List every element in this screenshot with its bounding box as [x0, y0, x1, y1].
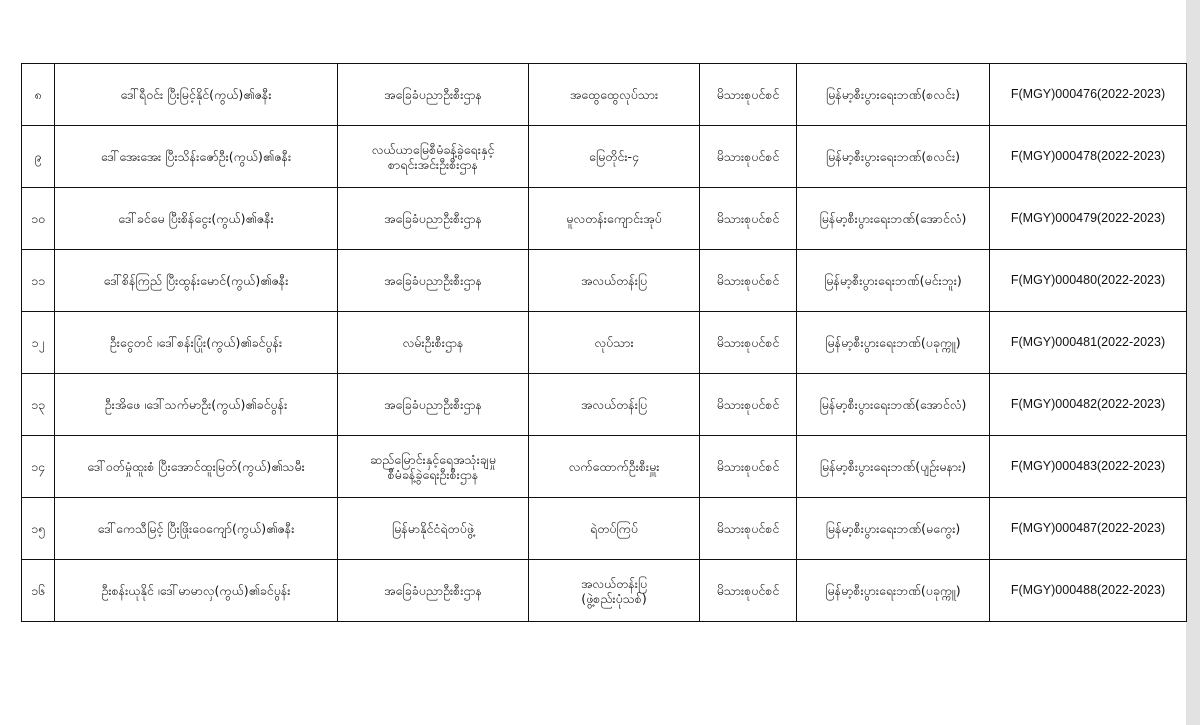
table-row: [22, 188, 1187, 250]
name-cell: ဒေါ်ရီဝင်း ပြီးမြင့်နိုင်(ကွယ်)၏ဇနီး: [55, 64, 338, 126]
table-row: [22, 250, 1187, 312]
serial-number-cell: ၁၄: [22, 436, 55, 498]
name-cell: ဒေါ်ခင်မေ ပြီးစိန်ငွေး(ကွယ်)၏ဇနီး: [55, 188, 338, 250]
pension-type-cell: မိသားစုပင်စင်: [700, 374, 797, 436]
reference-code-cell: F(MGY)000476(2022-2023): [990, 64, 1187, 126]
department-cell: မြန်မာနိုင်ငံရဲတပ်ဖွဲ့: [338, 498, 529, 560]
bank-office-cell: မြန်မာ့စီးပွားရေးဘဏ်(အောင်လံ): [797, 188, 990, 250]
table-body: [22, 64, 1187, 622]
page-edge-shadow: [1186, 0, 1200, 725]
name-cell: ဦးစန်းယုနိုင် ၊ဒေါ်မာမာလှ(ကွယ်)၏ခင်ပွန်း: [55, 560, 338, 622]
department-cell: အခြေခံပညာဦးစီးဌာန: [338, 374, 529, 436]
serial-number-cell: ၁၂: [22, 312, 55, 374]
department-cell: အခြေခံပညာဦးစီးဌာန: [338, 188, 529, 250]
department-cell: အခြေခံပညာဦးစီးဌာန: [338, 560, 529, 622]
position-cell: အလယ်တန်းပြ (ဖွဲ့စည်းပုံသစ်): [529, 560, 700, 622]
department-cell: အခြေခံပညာဦးစီးဌာန: [338, 250, 529, 312]
serial-number-cell: ၁၅: [22, 498, 55, 560]
serial-number-cell: ၉: [22, 126, 55, 188]
serial-number-cell: ၁၀: [22, 188, 55, 250]
bank-office-cell: မြန်မာ့စီးပွားရေးဘဏ်(အောင်လံ): [797, 374, 990, 436]
table-row: [22, 560, 1187, 622]
department-cell: ဆည်မြောင်းနှင့်ရေအသုံးချမှု စီမံခန့်ခွဲရေးဦးစီးဌာန: [338, 436, 529, 498]
bank-office-cell: မြန်မာ့စီးပွားရေးဘဏ်(ပခုက္ကူ): [797, 312, 990, 374]
table-row: [22, 126, 1187, 188]
position-cell: မြေတိုင်း-၄: [529, 126, 700, 188]
department-cell: အခြေခံပညာဦးစီးဌာန: [338, 64, 529, 126]
table-row: [22, 312, 1187, 374]
department-cell: လမ်းဦးစီးဌာန: [338, 312, 529, 374]
bank-office-cell: မြန်မာ့စီးပွားရေးဘဏ်(စလင်း): [797, 126, 990, 188]
pension-type-cell: မိသားစုပင်စင်: [700, 498, 797, 560]
name-cell: ဒေါ်စိန်ကြည် ပြီးထွန်းမောင်(ကွယ်)၏ဇနီး: [55, 250, 338, 312]
table-row: [22, 64, 1187, 126]
pension-type-cell: မိသားစုပင်စင်: [700, 188, 797, 250]
position-cell: ရဲတပ်ကြပ်: [529, 498, 700, 560]
position-cell: အထွေထွေလုပ်သား: [529, 64, 700, 126]
pension-type-cell: မိသားစုပင်စင်: [700, 126, 797, 188]
reference-code-cell: F(MGY)000480(2022-2023): [990, 250, 1187, 312]
serial-number-cell: ၁၃: [22, 374, 55, 436]
reference-code-cell: F(MGY)000483(2022-2023): [990, 436, 1187, 498]
reference-code-cell: F(MGY)000481(2022-2023): [990, 312, 1187, 374]
serial-number-cell: ၈: [22, 64, 55, 126]
bank-office-cell: မြန်မာ့စီးပွားရေးဘဏ်(မင်းဘူး): [797, 250, 990, 312]
table-row: [22, 498, 1187, 560]
table-row: [22, 374, 1187, 436]
position-cell: အလယ်တန်းပြ: [529, 374, 700, 436]
serial-number-cell: ၁၆: [22, 560, 55, 622]
reference-code-cell: F(MGY)000488(2022-2023): [990, 560, 1187, 622]
name-cell: ဒေါ်ကေသီမြင့် ပြီးဖြိုးဝေကျော်(ကွယ်)၏ဇနီး: [55, 498, 338, 560]
pension-type-cell: မိသားစုပင်စင်: [700, 436, 797, 498]
reference-code-cell: F(MGY)000479(2022-2023): [990, 188, 1187, 250]
bank-office-cell: မြန်မာ့စီးပွားရေးဘဏ်(ပခုက္ကူ): [797, 560, 990, 622]
name-cell: ဦးငွေတင် ၊ဒေါ်စန်းပြုံး(ကွယ်)၏ခင်ပွန်း: [55, 312, 338, 374]
name-cell: ဦးအိဖေ ၊ဒေါ်သက်မာဦး(ကွယ်)၏ခင်ပွန်း: [55, 374, 338, 436]
pension-records-table: [21, 63, 1187, 622]
department-cell: လယ်ယာမြေစီမံခန့်ခွဲရေးနှင့် စာရင်းအင်းဦးစီးဌာန: [338, 126, 529, 188]
bank-office-cell: မြန်မာ့စီးပွားရေးဘဏ်(မကွေး): [797, 498, 990, 560]
table-row: [22, 436, 1187, 498]
reference-code-cell: F(MGY)000487(2022-2023): [990, 498, 1187, 560]
position-cell: အလယ်တန်းပြ: [529, 250, 700, 312]
reference-code-cell: F(MGY)000482(2022-2023): [990, 374, 1187, 436]
bank-office-cell: မြန်မာ့စီးပွားရေးဘဏ်(စလင်း): [797, 64, 990, 126]
serial-number-cell: ၁၁: [22, 250, 55, 312]
pension-type-cell: မိသားစုပင်စင်: [700, 312, 797, 374]
position-cell: လက်ထောက်ဦးစီးမှူး: [529, 436, 700, 498]
name-cell: ဒေါ်အေးအေး ပြီးသိန်းဇော်ဦး(ကွယ်)၏ဇနီး: [55, 126, 338, 188]
position-cell: လုပ်သား: [529, 312, 700, 374]
pension-type-cell: မိသားစုပင်စင်: [700, 560, 797, 622]
bank-office-cell: မြန်မာ့စီးပွားရေးဘဏ်(ပျဉ်းမနား): [797, 436, 990, 498]
position-cell: မူလတန်းကျောင်းအုပ်: [529, 188, 700, 250]
pension-type-cell: မိသားစုပင်စင်: [700, 250, 797, 312]
reference-code-cell: F(MGY)000478(2022-2023): [990, 126, 1187, 188]
pension-type-cell: မိသားစုပင်စင်: [700, 64, 797, 126]
name-cell: ဒေါ်ဝတ်မှုံထူးစံ ပြီးအောင်ထူးမြတ်(ကွယ်)၏သမီး: [55, 436, 338, 498]
